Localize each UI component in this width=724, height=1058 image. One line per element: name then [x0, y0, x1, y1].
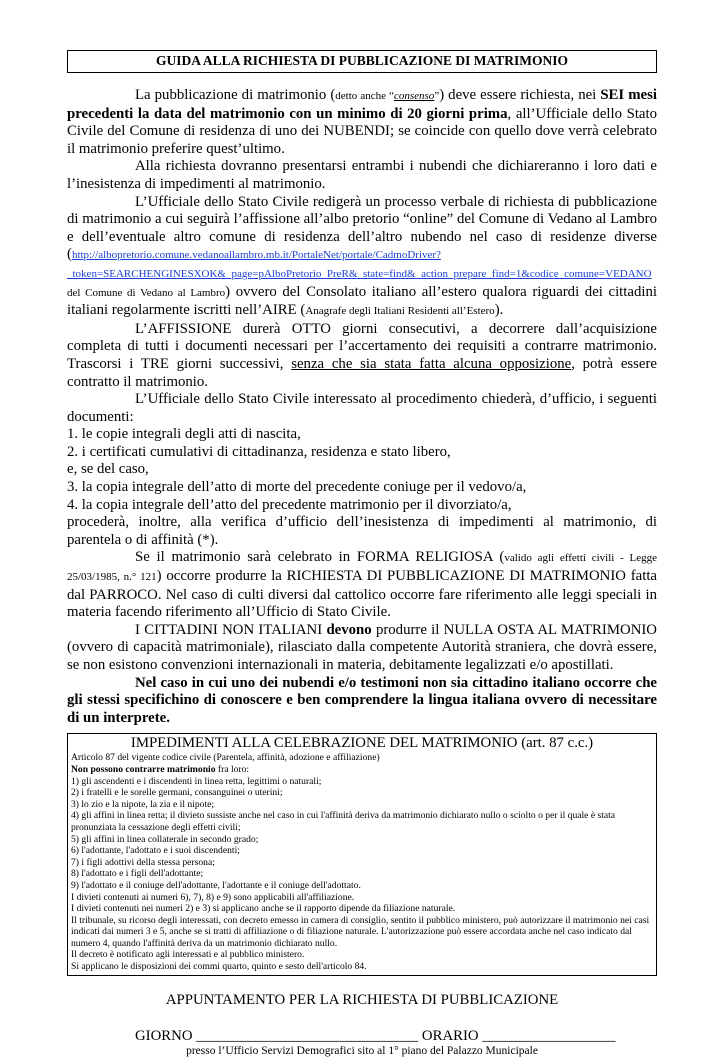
appointment-location-note: presso l’Ufficio Servizi Demografici sito al 1° piano del Palazzo Municipale: [186, 1044, 538, 1057]
impedimenti-line: 4) gli affini in linea retta; il divieto sussiste anche nel caso in cui l'affinità deriva da matrimonio dichiarato nullo o sciolto o per il quale è stata pronunziata la cessazione degli effetti civili;: [71, 810, 616, 833]
impedimenti-box: [67, 733, 657, 975]
paragraph-pubblicazione: La pubblicazione di matrimonio (detto anche “consenso”) deve essere richiesta, nei SEI mesi precedenti la data del matrimonio con un minimo di 20 giorni prima, all’Ufficiale dello Stato Civile del Comune di residenza di uno dei NUBENDI; se coincide con quello dove verrà celebrato il matrimonio preferire quest’ultimo.: [67, 87, 658, 157]
impedimenti-line: 6) l'adottante, l'adottato e i suoi discendenti;: [71, 845, 240, 857]
paragraph-verifica: procederà, inoltre, alla verifica d’ufficio dell’inesistenza di impedimenti al matrimonio, di parentela o di affinità (*).: [67, 514, 657, 548]
doc-item: 4. la copia integrale dell’atto del precedente matrimonio per il divorziato/a,: [67, 496, 512, 513]
doc-item: 2. i certificati cumulativi di cittadinanza, residenza e stato libero,: [67, 443, 451, 460]
paragraph-forma-religiosa: Se il matrimonio sarà celebrato in FORMA RELIGIOSA (valido agli effetti civili - Legge 25/03/1985, n.° 121) occorre produrre la RICHIESTA DI PUBBLICAZIONE DI MATRIMONIO fatta dal PARROCO. Nel caso di culti diversi dal cattolico occorre fare riferimento alle leggi speciali in materia facendo riferimento all’Ufficio di Stato Civile.: [67, 549, 657, 621]
appointment-title: APPUNTAMENTO PER LA RICHIESTA DI PUBBLICAZIONE: [165, 991, 559, 1008]
doc-item: e, se del caso,: [67, 461, 149, 478]
impedimenti-line: 1) gli ascendenti e i discendenti in linea retta, legittimi o naturali;: [71, 775, 322, 787]
albo-pretorio-link[interactable]: http://albopretorio.comune.vedanoallambro.mb.it/PortaleNet/portale/CadmoDriver?_token=SEARCHENGINESXOK&_page=pAlboPretorio_PreR&_state=find&_action_prepare_find=1&codice_comune=VEDANO: [67, 249, 652, 280]
impedimenti-line: 2) i fratelli e le sorelle germani, consanguinei o uterini;: [71, 787, 283, 799]
impedimenti-line: Il tribunale, su ricorso degli interessati, con decreto emesso in camera di consiglio, sentito il pubblico ministero, può autorizzare il matrimonio nei casi indicati dai numeri 3 e 5, anche se si tratti di affiliazione o di filiazione naturale. L'autorizzazione può essere accordata anche nel caso indicato dal numero 4, quando l'affinità deriva da un matrimonio dichiarato nullo.: [71, 914, 650, 949]
paragraph-processo-verbale: L’Ufficiale dello Stato Civile redigerà un processo verbale di richiesta di pubblicazione di matrimonio a cui seguirà l’affissione all’albo pretorio “online” del Comune di Vedano al Lambro e dell’eventuale altro comune di residenza dell’altro nubendo nel caso di residenze diverse (http://albopretorio.comune.vedanoallambro.mb.it/PortaleNet/portale/CadmoDriver?_token=SEARCHENGINESXOK&_page=pAlboPretorio_PreR&_state=find&_action_prepare_find=1&codice_comune=VEDANO del Comune di Vedano al Lambro) ovvero del Consolato italiano all’estero qualora riguardi dei cittadini italiani regolarmente iscritti nell’AIRE (Anagrafe degli Italiani Residenti all’Estero).: [67, 193, 657, 319]
impedimenti-line: 5) gli affini in linea collaterale in secondo grado;: [71, 833, 259, 845]
impedimenti-title: IMPEDIMENTI ALLA CELEBRAZIONE DEL MATRIMONIO (art. 87 c.c.): [130, 735, 594, 752]
paragraph-cittadini-stranieri: I CITTADINI NON ITALIANI devono produrre il NULLA OSTA AL MATRIMONIO (ovvero di capacità matrimoniale), rilasciato dalla competente Autorità straniera, che dovrà essere, se non esistono convenzioni internazionali in materia, debitamente legalizzati e/o apostillati.: [67, 621, 657, 673]
document-title: GUIDA ALLA RICHIESTA DI PUBBLICAZIONE DI MATRIMONIO: [67, 50, 657, 73]
impedimenti-line: Il decreto è notificato agli interessati e al pubblico ministero.: [71, 949, 305, 961]
impedimenti-line: Si applicano le disposizioni dei commi quarto, quinto e sesto dell'articolo 84.: [71, 961, 367, 973]
impedimenti-heading: Non possono contrarre matrimonio fra loro:: [71, 763, 250, 775]
paragraph-interprete: Nel caso in cui uno dei nubendi e/o testimoni non sia cittadino italiano occorre che gli stessi specifichino di conoscere e ben comprendere la lingua italiana ovvero di necessitare di un interprete.: [67, 674, 657, 726]
doc-item: 1. le copie integrali degli atti di nascita,: [67, 426, 301, 443]
document-body: [67, 87, 657, 727]
paragraph-documenti: L’Ufficiale dello Stato Civile interessato al procedimento chiederà, d’ufficio, i seguenti documenti:: [67, 391, 657, 425]
paragraph-richiesta: Alla richiesta dovranno presentarsi entrambi i nubendi che dichiareranno i loro dati e l’inesistenza di impedimenti al matrimonio.: [67, 158, 657, 192]
doc-item: 3. la copia integrale dell’atto di morte del precedente coniuge per il vedovo/a,: [67, 479, 527, 496]
impedimenti-text: [71, 752, 653, 972]
impedimenti-line: 9) l'adottato e il coniuge dell'adottante, l'adottante e il coniuge dell'adottato.: [71, 879, 361, 891]
impedimenti-line: 3) lo zio e la nipote, la zia e il nipote;: [71, 798, 215, 810]
impedimenti-line: I divieti contenuti ai numeri 6), 7), 8) e 9) sono applicabili all'affiliazione.: [71, 891, 355, 903]
paragraph-affissione: L’AFFISSIONE durerà OTTO giorni consecutivi, a decorrere dall’acquisizione completa di tutti i documenti necessari per l’accertamento dei requisiti a contrarre matrimonio. Trascorsi i TRE giorni successivi, senza che sia stata fatta alcuna opposizione, potrà essere contratto il matrimonio.: [67, 320, 657, 390]
impedimenti-line: 7) i figli adottivi della stessa persona;: [71, 856, 215, 868]
appointment-date-time-line: GIORNO ______________________________ ORARIO __________________: [135, 1027, 616, 1044]
impedimenti-intro: Articolo 87 del vigente codice civile (Parentela, affinità, adozione e affiliazione): [71, 752, 380, 764]
document-page: [67, 50, 657, 1058]
impedimenti-line: 8) l'adottato e i figli dell'adottante;: [71, 868, 204, 880]
impedimenti-line: I divieti contenuti nei numeri 2) e 3) si applicano anche se il rapporto dipende da filiazione naturale.: [71, 903, 456, 915]
